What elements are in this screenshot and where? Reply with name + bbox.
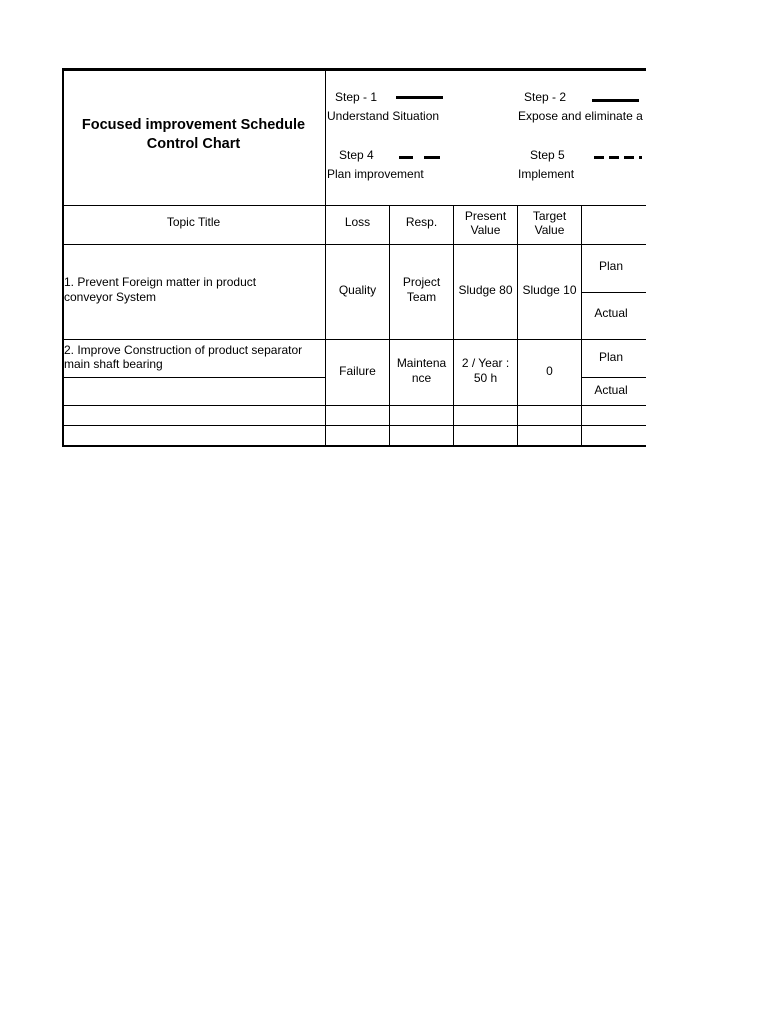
row2-target-value: 0 [546, 364, 553, 378]
row1-plan-label: Plan [598, 259, 624, 273]
table-border-bottom [62, 445, 646, 447]
row1-loss: Quality [338, 283, 377, 297]
legend-step5-label: Step 5 [530, 148, 565, 162]
grid-line [62, 339, 646, 340]
row1-topic-line2: conveyor System [64, 290, 157, 304]
row2-present-value-line2: 50 h [473, 371, 498, 385]
legend-step2-desc: Expose and eliminate a [518, 109, 643, 123]
grid-line [62, 205, 646, 206]
header-topic-title: Topic Title [166, 215, 221, 229]
header-loss: Loss [344, 215, 371, 229]
row2-resp-line2: nce [411, 371, 432, 385]
row2-topic-line1: 2. Improve Construction of product separator [64, 343, 303, 357]
header-target-value-line1: Target [532, 209, 567, 223]
row1-present-value: Sludge 80 [458, 283, 513, 297]
row1-resp-line2: Team [406, 290, 437, 304]
table-border-top [62, 68, 646, 71]
grid-line [62, 425, 646, 426]
legend-step4-desc: Plan improvement [327, 167, 424, 181]
chart-title-line1: Focused improvement Schedule [81, 117, 306, 133]
header-resp: Resp. [405, 215, 438, 229]
grid-line [325, 68, 326, 447]
row2-resp-line1: Maintena [396, 356, 447, 370]
legend-step1-label: Step - 1 [335, 90, 378, 104]
row1-target-value: Sludge 10 [522, 283, 577, 297]
grid-line [62, 405, 646, 406]
row2-actual-label: Actual [594, 383, 628, 397]
row2-plan-label: Plan [598, 350, 624, 364]
legend-step5-dash [609, 156, 619, 159]
row2-loss: Failure [339, 364, 376, 378]
schedule-control-chart-table [62, 68, 646, 447]
chart-title-line2: Control Chart [146, 136, 241, 152]
legend-step4-label: Step 4 [339, 148, 374, 162]
legend-step5-dash [624, 156, 634, 159]
grid-line [581, 205, 582, 447]
legend-step1-desc: Understand Situation [327, 109, 440, 123]
legend-step2-label: Step - 2 [524, 90, 567, 104]
grid-line [517, 205, 518, 447]
legend-step5-dash [594, 156, 604, 159]
grid-line [581, 377, 646, 378]
row1-topic-line1: 1. Prevent Foreign matter in product [64, 275, 257, 289]
grid-line [453, 205, 454, 447]
legend-step2-solid-line [592, 99, 639, 102]
grid-line [581, 292, 646, 293]
grid-line [62, 377, 325, 378]
grid-line [62, 244, 646, 245]
row2-topic-line2: main shaft bearing [64, 357, 163, 371]
header-present-value-line1: Present [464, 209, 507, 223]
header-target-value-line2: Value [534, 223, 565, 237]
chart-title [62, 116, 325, 154]
legend-step4-dash [399, 156, 413, 159]
legend-step4-dash [424, 156, 440, 159]
legend-step5-desc: Implement [518, 167, 575, 181]
row1-resp-line1: Project [402, 275, 441, 289]
row2-present-value-line1: 2 / Year : [461, 356, 510, 370]
header-present-value-line2: Value [470, 223, 501, 237]
grid-line [389, 205, 390, 447]
legend-step5-dash [639, 156, 642, 159]
legend-step1-solid-line [396, 96, 443, 99]
row1-actual-label: Actual [594, 306, 628, 320]
